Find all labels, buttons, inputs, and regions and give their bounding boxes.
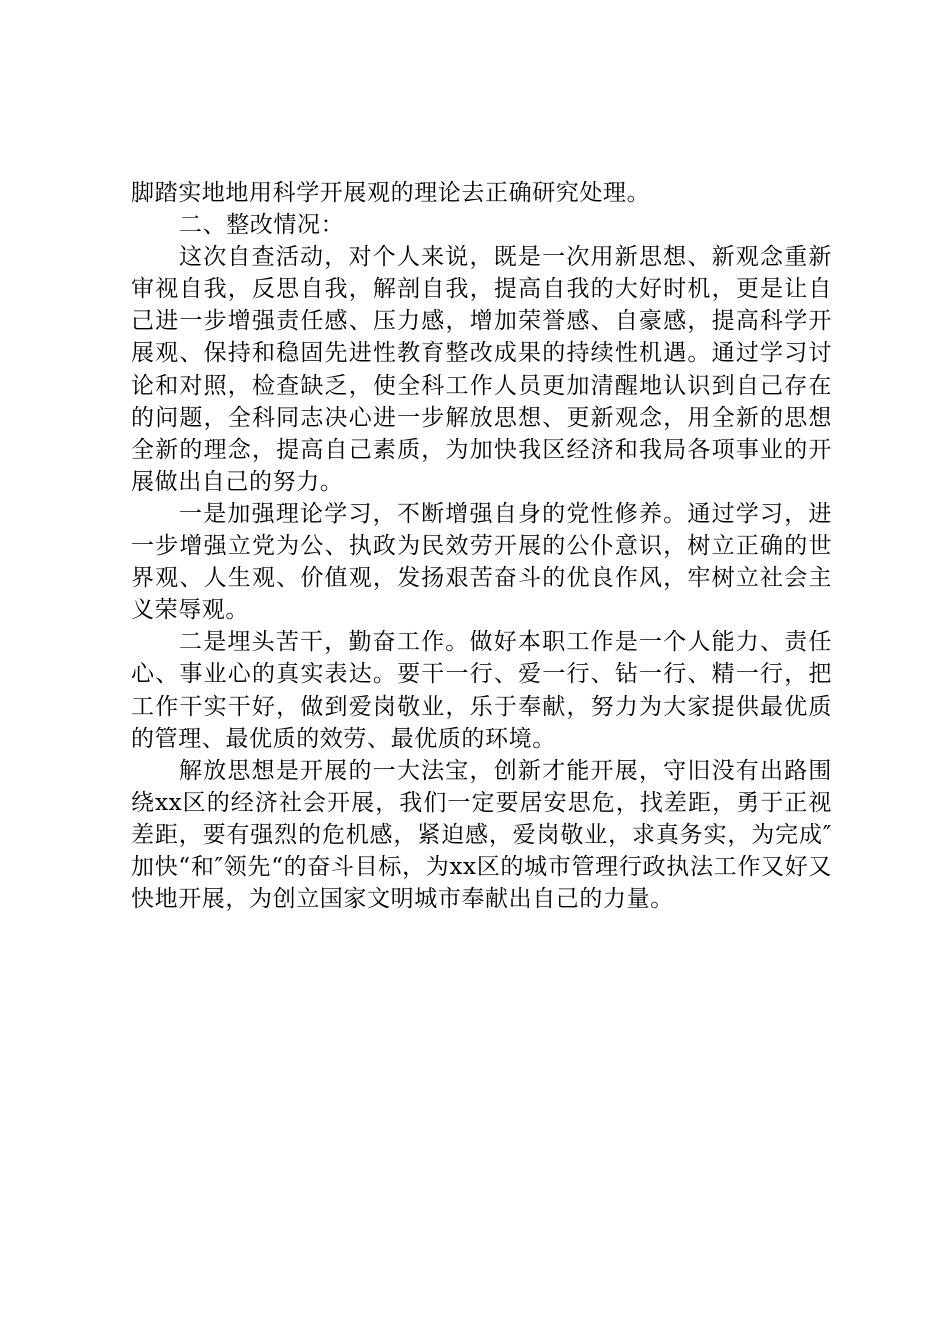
paragraph-hard-work: 二是埋头苦干，勤奋工作。做好本职工作是一个人能力、责任心、事业心的真实表达。要干一行、爱一行、钻一行、精一行，把工作干实干好，做到爱岗敬业，乐于奉献，努力为大家提供最优质的管理、最优质的效劳、最优质的环境。: [131, 629, 832, 752]
document-body: [131, 177, 832, 915]
paragraph-continuation: 脚踏实地地用科学开展观的理论去正确研究处理。: [131, 180, 651, 206]
section-heading-rectification: 二、整改情况：: [179, 212, 345, 239]
paragraph-self-inspection: 这次自查活动，对个人来说，既是一次用新思想、新观念重新审视自我，反思自我，解剖自我，提高自我的大好时机，更是让自己进一步增强责任感、压力感，增加荣誉感、自豪感，提高科学开展观、保持和稳固先进性教育整改成果的持续性机遇。通过学习讨论和对照，检查缺乏，使全科工作人员更加清醒地认识到自己存在的问题，全科同志决心进一步解放思想、更新观念，用全新的思想全新的理念，提高自己素质，为加快我区经济和我局各项事业的开展做出自己的努力。: [131, 244, 832, 495]
paragraph-emancipate-mind: 解放思想是开展的一大法宝，创新才能开展，守旧没有出路围绕xx区的经济社会开展，我们一定要居安思危，找差距，勇于正视差距，要有强烈的危机感，紧迫感，爱岗敬业，求真务实，为完成″加快“和″领先“的奋斗目标，为xx区的城市管理行政执法工作又好又快地开展，为创立国家文明城市奉献出自己的力量。: [131, 757, 832, 913]
paragraph-theory-study: 一是加强理论学习，不断增强自身的党性修养。通过学习，进一步增强立党为公、执政为民效劳开展的公仆意识，树立正确的世界观、人生观、价值观，发扬艰苦奋斗的优良作风，牢树立社会主义荣辱观。: [131, 500, 832, 624]
